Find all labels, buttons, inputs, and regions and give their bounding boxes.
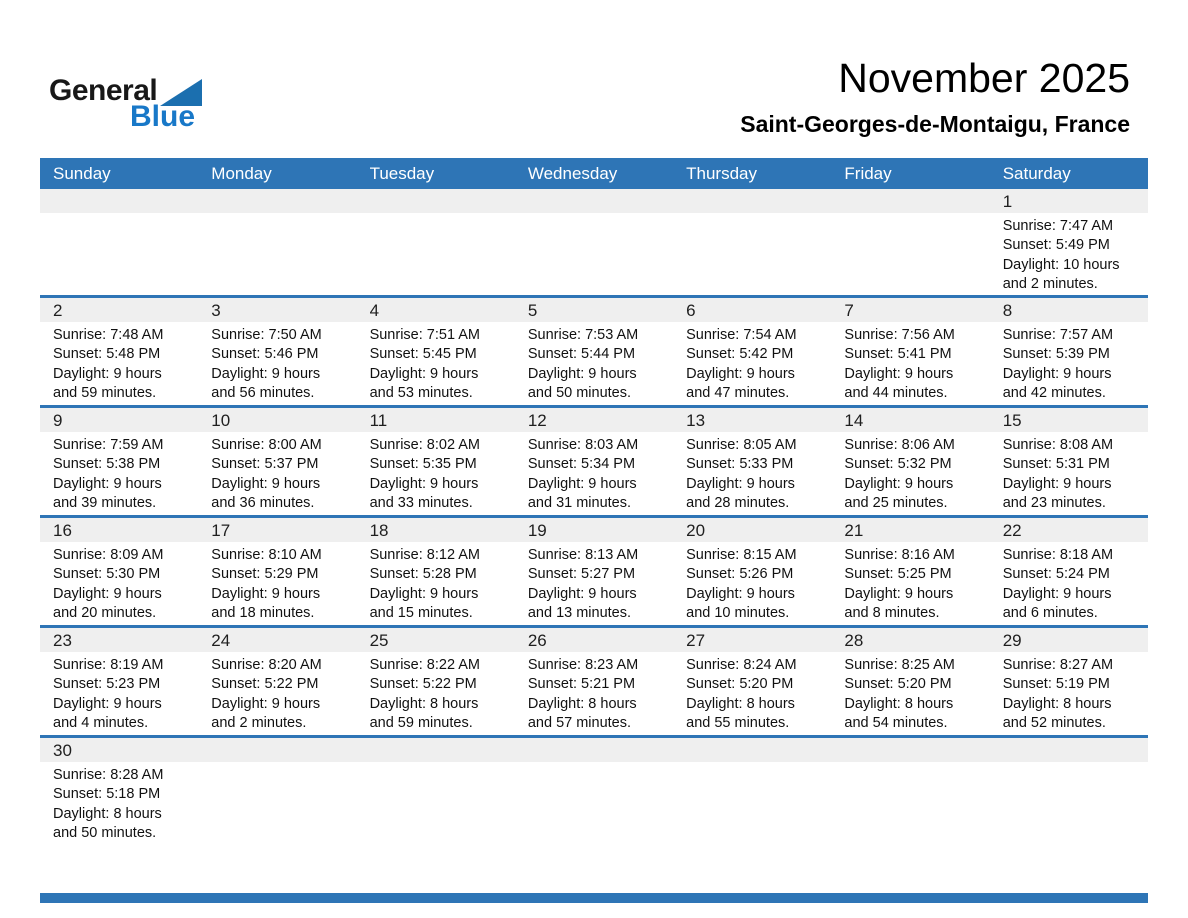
- weekday-sunday: Sunday: [53, 163, 111, 183]
- day-info-line: Sunrise: 7:53 AM: [527, 327, 639, 343]
- empty-day-cell: [198, 189, 356, 295]
- day-number: [370, 739, 509, 762]
- day-number: 11: [369, 411, 388, 430]
- day-info-line: Daylight: 9 hours: [53, 365, 162, 382]
- day-info-line: Sunset: 5:41 PM: [844, 346, 952, 363]
- day-info-line: Sunrise: 8:15 AM: [686, 547, 797, 563]
- day-info-line: Sunrise: 8:23 AM: [527, 657, 639, 673]
- day-info-line: Sunrise: 8:28 AM: [53, 767, 164, 783]
- day-info-line: and 6 minutes.: [1002, 605, 1098, 622]
- day-info-line: Daylight: 8 hours: [369, 695, 479, 712]
- day-number: 28: [844, 631, 864, 650]
- day-info-line: Daylight: 10 hours: [1002, 256, 1120, 273]
- day-cell-2: [40, 298, 198, 405]
- day-cell-22: [990, 518, 1148, 625]
- day-info-line: Daylight: 8 hours: [686, 695, 795, 712]
- day-info-line: and 2 minutes.: [211, 715, 307, 732]
- day-cell-24: [198, 628, 356, 735]
- day-info-line: Daylight: 8 hours: [844, 695, 954, 712]
- day-info-line: Sunrise: 8:03 AM: [527, 437, 639, 453]
- general-blue-logo: [49, 76, 202, 132]
- day-info-line: Daylight: 9 hours: [844, 585, 954, 602]
- day-info-line: Sunrise: 7:47 AM: [1002, 218, 1114, 234]
- weekday-saturday: Saturday: [1002, 163, 1071, 183]
- day-info-line: Daylight: 9 hours: [53, 585, 162, 602]
- day-cell-27: [673, 628, 831, 735]
- day-info-line: Daylight: 9 hours: [369, 585, 479, 602]
- day-info-line: and 44 minutes.: [844, 385, 948, 402]
- empty-day-cell: [198, 738, 356, 845]
- title-block: [740, 56, 1130, 138]
- logo-text-general: General: [49, 74, 158, 107]
- day-cell-26: [515, 628, 673, 735]
- day-info-line: and 59 minutes.: [53, 385, 157, 402]
- day-cell-12: [515, 408, 673, 515]
- day-info-line: Daylight: 9 hours: [527, 365, 637, 382]
- day-info-line: Daylight: 8 hours: [527, 695, 637, 712]
- day-cell-19: [515, 518, 673, 625]
- footer-accent-bar: [40, 893, 1148, 903]
- day-info-line: and 4 minutes.: [53, 715, 149, 732]
- day-cell-17: [198, 518, 356, 625]
- weekday-monday: Monday: [211, 163, 272, 183]
- day-cell-5: [515, 298, 673, 405]
- day-info-line: Sunset: 5:20 PM: [844, 676, 952, 693]
- day-info-line: Daylight: 9 hours: [1002, 365, 1112, 382]
- day-info-line: Sunset: 5:21 PM: [527, 676, 636, 693]
- empty-day-cell: [357, 189, 515, 295]
- day-info-line: Daylight: 9 hours: [527, 475, 637, 492]
- day-info-line: Sunrise: 8:06 AM: [844, 437, 955, 453]
- week-row: [40, 735, 1148, 845]
- day-cell-8: [990, 298, 1148, 405]
- day-info-line: and 59 minutes.: [369, 715, 473, 732]
- day-info-line: Sunset: 5:37 PM: [211, 456, 319, 473]
- day-number: 6: [686, 301, 696, 320]
- day-info-line: and 18 minutes.: [211, 605, 315, 622]
- day-info-line: Daylight: 9 hours: [211, 365, 321, 382]
- day-number: 20: [686, 521, 706, 540]
- day-info-line: Sunset: 5:33 PM: [686, 456, 794, 473]
- day-number: 12: [527, 411, 547, 430]
- day-number: [686, 739, 825, 762]
- day-info-line: and 53 minutes.: [369, 385, 473, 402]
- day-number: 14: [844, 411, 864, 430]
- day-info-line: and 13 minutes.: [527, 605, 632, 622]
- day-number: 10: [211, 411, 231, 430]
- day-info-line: Daylight: 8 hours: [53, 805, 162, 822]
- day-info-line: Sunset: 5:30 PM: [53, 566, 161, 583]
- day-info-line: Sunset: 5:26 PM: [686, 566, 794, 583]
- day-number: 3: [211, 301, 221, 320]
- day-info-line: Daylight: 9 hours: [369, 365, 479, 382]
- day-info-line: Daylight: 9 hours: [53, 475, 162, 492]
- day-info-line: and 47 minutes.: [686, 385, 790, 402]
- calendar-table: [40, 158, 1148, 845]
- day-info-line: Sunrise: 7:48 AM: [53, 327, 164, 343]
- day-info-line: Daylight: 9 hours: [369, 475, 479, 492]
- day-cell-30: [40, 738, 198, 845]
- day-info-line: Sunrise: 8:05 AM: [686, 437, 797, 453]
- day-info-line: Daylight: 9 hours: [844, 475, 954, 492]
- day-number: 29: [1002, 631, 1022, 650]
- day-info-line: Sunrise: 7:56 AM: [844, 327, 955, 343]
- day-info-line: and 10 minutes.: [686, 605, 790, 622]
- day-number: 24: [211, 631, 231, 650]
- day-number: 13: [686, 411, 706, 430]
- day-cell-16: [40, 518, 198, 625]
- day-info-line: Sunset: 5:42 PM: [686, 346, 794, 363]
- day-cell-21: [831, 518, 989, 625]
- day-cell-6: [673, 298, 831, 405]
- day-number: 1: [1002, 192, 1013, 211]
- day-info-line: Sunrise: 8:08 AM: [1002, 437, 1114, 453]
- day-info-line: Daylight: 9 hours: [686, 475, 795, 492]
- day-cell-4: [357, 298, 515, 405]
- day-info-line: Sunset: 5:23 PM: [53, 676, 161, 693]
- day-info-line: Sunrise: 7:54 AM: [686, 327, 797, 343]
- day-info-line: Sunrise: 7:57 AM: [1002, 327, 1114, 343]
- day-cell-18: [357, 518, 515, 625]
- day-info-line: Sunset: 5:19 PM: [1002, 676, 1110, 693]
- day-info-line: Sunrise: 7:51 AM: [369, 327, 480, 343]
- day-cell-15: [990, 408, 1148, 515]
- day-number: 7: [844, 301, 854, 320]
- day-info-line: and 31 minutes.: [527, 495, 632, 512]
- day-number: 18: [369, 521, 389, 540]
- day-info-line: and 57 minutes.: [527, 715, 632, 732]
- day-info-line: Sunset: 5:44 PM: [527, 346, 636, 363]
- day-number: 30: [53, 741, 72, 760]
- day-info-line: Sunset: 5:35 PM: [369, 456, 477, 473]
- page-subtitle: Saint-Georges-de-Montaigu, France: [740, 111, 1130, 138]
- weekday-thursday: Thursday: [686, 163, 757, 183]
- day-info-line: Sunrise: 8:16 AM: [844, 547, 955, 563]
- day-cell-7: [831, 298, 989, 405]
- day-info-line: and 55 minutes.: [686, 715, 790, 732]
- day-cell-1: [990, 189, 1148, 295]
- day-info-line: Sunset: 5:24 PM: [1002, 566, 1110, 583]
- day-number: [370, 190, 509, 213]
- empty-day-cell: [831, 738, 989, 845]
- day-info-line: and 33 minutes.: [369, 495, 473, 512]
- day-info-line: Sunset: 5:48 PM: [53, 346, 161, 363]
- day-info-line: and 39 minutes.: [53, 495, 157, 512]
- day-info-line: and 36 minutes.: [211, 495, 315, 512]
- day-info-line: Sunrise: 8:13 AM: [527, 547, 639, 563]
- day-cell-28: [831, 628, 989, 735]
- day-info-line: Sunset: 5:29 PM: [211, 566, 319, 583]
- day-cell-11: [357, 408, 515, 515]
- day-info-line: and 42 minutes.: [1002, 385, 1106, 402]
- week-row: [40, 625, 1148, 735]
- day-number: 16: [53, 521, 72, 540]
- day-info-line: Sunrise: 8:02 AM: [369, 437, 480, 453]
- day-number: 22: [1002, 521, 1022, 540]
- day-number: 2: [53, 301, 63, 320]
- day-info-line: Sunset: 5:28 PM: [369, 566, 477, 583]
- empty-day-cell: [515, 189, 673, 295]
- day-info-line: Daylight: 9 hours: [1002, 475, 1112, 492]
- day-info-line: Daylight: 9 hours: [211, 585, 321, 602]
- day-info-line: and 2 minutes.: [1002, 276, 1098, 293]
- day-info-line: Sunset: 5:38 PM: [53, 456, 161, 473]
- empty-day-cell: [990, 738, 1148, 845]
- day-info-line: Sunrise: 8:09 AM: [53, 547, 164, 563]
- day-info-line: Sunrise: 8:25 AM: [844, 657, 955, 673]
- day-info-line: Daylight: 9 hours: [686, 365, 795, 382]
- day-info-line: Sunset: 5:20 PM: [686, 676, 794, 693]
- day-info-line: Sunrise: 8:20 AM: [211, 657, 322, 673]
- day-info-line: and 20 minutes.: [53, 605, 157, 622]
- calendar-grid: [40, 189, 1148, 845]
- day-info-line: Sunrise: 8:00 AM: [211, 437, 322, 453]
- day-info-line: Sunset: 5:22 PM: [211, 676, 319, 693]
- day-number: [844, 190, 983, 213]
- day-info-line: Daylight: 9 hours: [1002, 585, 1112, 602]
- day-info-line: Sunset: 5:45 PM: [369, 346, 477, 363]
- day-number: [211, 739, 350, 762]
- day-info-line: Sunrise: 8:19 AM: [53, 657, 164, 673]
- empty-day-cell: [357, 738, 515, 845]
- day-info-line: Sunset: 5:49 PM: [1002, 237, 1110, 254]
- day-info-line: Sunrise: 8:10 AM: [211, 547, 322, 563]
- day-number: 26: [527, 631, 547, 650]
- day-info-line: Sunrise: 8:24 AM: [686, 657, 797, 673]
- day-info-line: Sunrise: 8:18 AM: [1002, 547, 1114, 563]
- weekday-tuesday: Tuesday: [369, 163, 435, 183]
- day-cell-13: [673, 408, 831, 515]
- day-cell-14: [831, 408, 989, 515]
- day-info-line: Sunset: 5:31 PM: [1002, 456, 1110, 473]
- day-number: [528, 739, 667, 762]
- day-number: [1003, 739, 1142, 762]
- day-number: 17: [211, 521, 231, 540]
- day-cell-3: [198, 298, 356, 405]
- day-number: [211, 190, 350, 213]
- day-info-line: Daylight: 9 hours: [211, 475, 321, 492]
- day-info-line: Daylight: 8 hours: [1002, 695, 1112, 712]
- day-number: 25: [369, 631, 389, 650]
- day-number: [686, 190, 825, 213]
- day-info-line: and 8 minutes.: [844, 605, 940, 622]
- day-info-line: Daylight: 9 hours: [527, 585, 637, 602]
- empty-day-cell: [40, 189, 198, 295]
- day-info-line: Sunset: 5:18 PM: [53, 786, 161, 803]
- day-cell-23: [40, 628, 198, 735]
- day-info-line: Daylight: 9 hours: [686, 585, 795, 602]
- day-info-line: and 15 minutes.: [369, 605, 473, 622]
- weekday-friday: Friday: [844, 163, 892, 183]
- day-number: 21: [844, 521, 864, 540]
- day-info-line: and 28 minutes.: [686, 495, 790, 512]
- day-info-line: Daylight: 9 hours: [211, 695, 321, 712]
- day-info-line: Sunrise: 8:22 AM: [369, 657, 480, 673]
- day-number: [528, 190, 667, 213]
- logo-text-blue: Blue: [130, 100, 196, 133]
- day-info-line: Sunrise: 8:12 AM: [369, 547, 480, 563]
- page-title: November 2025: [838, 55, 1130, 101]
- week-row: [40, 295, 1148, 405]
- weekday-wednesday: Wednesday: [527, 163, 618, 183]
- day-number: [53, 190, 192, 213]
- day-info-line: Sunrise: 8:27 AM: [1002, 657, 1114, 673]
- week-row: [40, 189, 1148, 295]
- day-info-line: and 25 minutes.: [844, 495, 948, 512]
- day-info-line: Sunset: 5:34 PM: [527, 456, 636, 473]
- day-info-line: and 52 minutes.: [1002, 715, 1106, 732]
- week-row: [40, 515, 1148, 625]
- day-info-line: Sunset: 5:27 PM: [527, 566, 636, 583]
- day-info-line: Sunset: 5:46 PM: [211, 346, 319, 363]
- day-number: [844, 739, 983, 762]
- day-info-line: Sunset: 5:25 PM: [844, 566, 952, 583]
- day-number: 15: [1002, 411, 1022, 430]
- weekday-header-row: [40, 158, 1148, 189]
- day-info-line: Sunset: 5:22 PM: [369, 676, 477, 693]
- day-cell-9: [40, 408, 198, 515]
- day-cell-20: [673, 518, 831, 625]
- day-info-line: and 23 minutes.: [1002, 495, 1106, 512]
- day-number: 27: [686, 631, 706, 650]
- day-number: 8: [1002, 301, 1013, 320]
- day-number: 4: [369, 301, 380, 320]
- day-cell-29: [990, 628, 1148, 735]
- empty-day-cell: [831, 189, 989, 295]
- day-info-line: Sunset: 5:39 PM: [1002, 346, 1110, 363]
- day-info-line: and 54 minutes.: [844, 715, 948, 732]
- day-info-line: and 56 minutes.: [211, 385, 315, 402]
- day-cell-25: [357, 628, 515, 735]
- week-row: [40, 405, 1148, 515]
- day-info-line: Sunrise: 7:50 AM: [211, 327, 322, 343]
- day-number: 5: [527, 301, 538, 320]
- day-number: 9: [53, 411, 63, 430]
- day-info-line: Sunset: 5:32 PM: [844, 456, 952, 473]
- day-number: 23: [53, 631, 72, 650]
- day-info-line: Daylight: 9 hours: [844, 365, 954, 382]
- day-number: 19: [527, 521, 547, 540]
- day-info-line: and 50 minutes.: [527, 385, 632, 402]
- empty-day-cell: [673, 738, 831, 845]
- empty-day-cell: [515, 738, 673, 845]
- day-info-line: and 50 minutes.: [53, 825, 157, 842]
- day-info-line: Daylight: 9 hours: [53, 695, 162, 712]
- day-cell-10: [198, 408, 356, 515]
- day-info-line: Sunrise: 7:59 AM: [53, 437, 164, 453]
- empty-day-cell: [673, 189, 831, 295]
